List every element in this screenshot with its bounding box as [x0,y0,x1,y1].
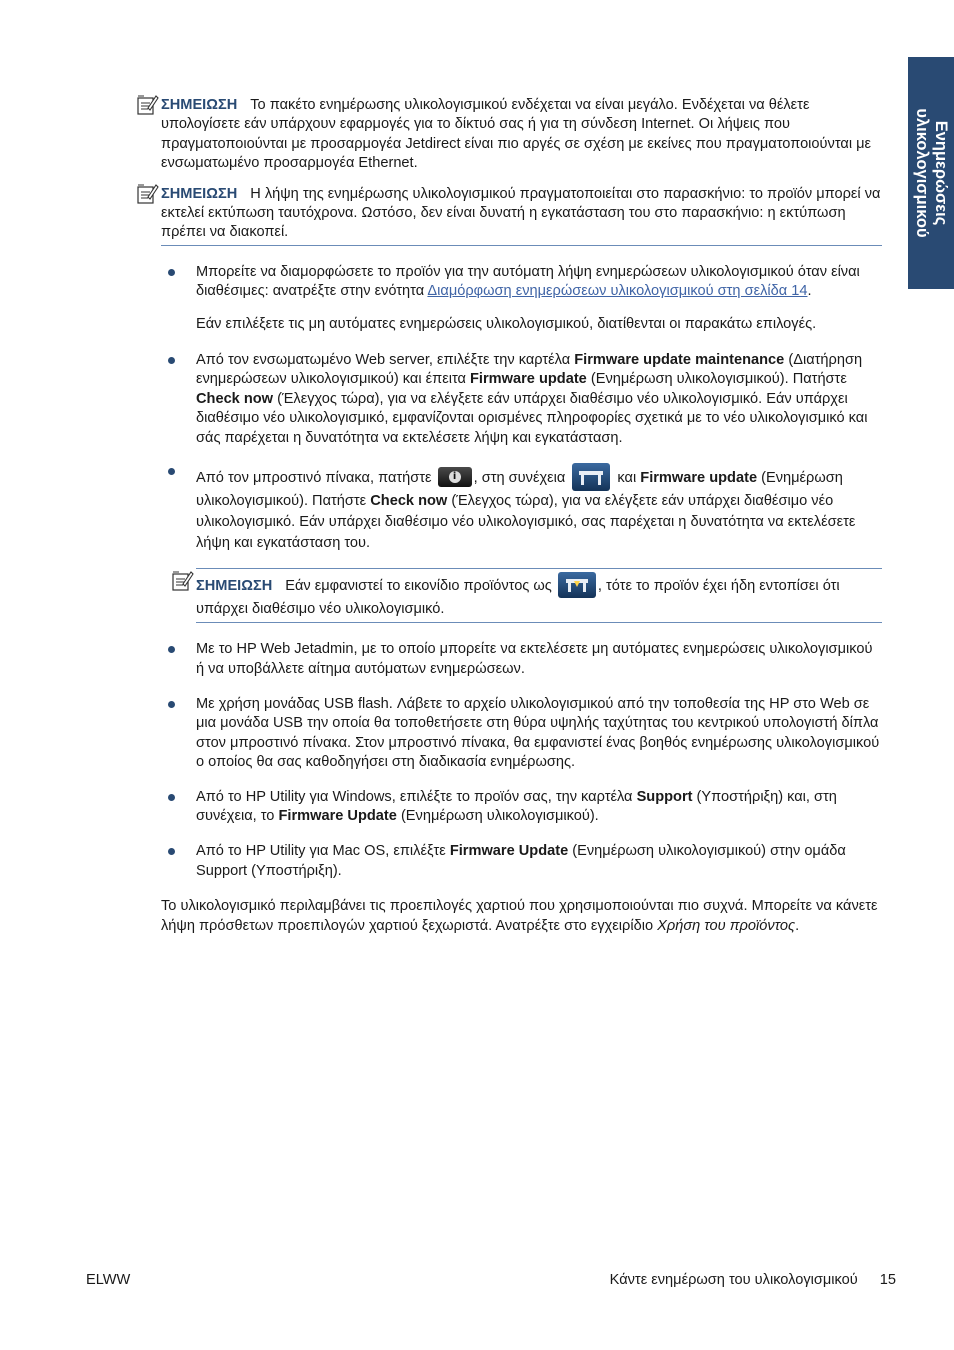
list-item [161,263,882,334]
note-1-text: Το πακέτο ενημέρωσης υλικολογισμικού ενδέχεται να είναι μεγάλο. Ενδέχεται να θέλετε υπολογίσετε εάν υπάρχουν εφαρμογές για το δίκτυό σας ή για τη σύνδεση Internet. Οι λήψεις που πραγματοποιούνται με προσαρμογέα Jetdirect είναι πιο αργές σε σχέση με εκείνες που πραγματοποιούνται με ενσωματωμένο προσαρμογέα Ethernet. [161,97,872,172]
bullet-6-text: Από το HP Utility για Windows, επιλέξτε το προϊόν σας, την καρτέλα [196,788,637,805]
bullet-icon [168,269,175,276]
bullet-3-text: και [613,470,641,487]
bullet-2-text: (Έλεγχος τώρα), για να ελέγξετε εάν υπάρχει διαθέσιμο νέο υλικολογισμικό. Εάν υπάρχει διαθέσιμο νέο υλικολογισμικό, εμφανίζονται ορισμένες πληροφορίες σχετικά με το νέο υλικολογισμικό και σάς παρέχεται η δυνατότητα να εκτελέσετε λήψη και εγκατάσταση. [196,390,868,446]
side-tab [908,57,954,289]
note-icon [170,569,194,593]
footer-left: ELWW [86,1272,131,1288]
closing-text: Το υλικολογισμικό περιλαμβάνει τις προεπιλογές χαρτιού που χρησιμοποιούνται πιο συχνά. Μπορείτε να κάνετε λήψη πρόσθετων προεπιλογών χαρτιού ξεχωριστά. Ανατρέξτε στο εγχειρίδιο [161,898,878,934]
bullet-2-text: (Διατήρηση ενημερώσεων υλικολογισμικού) και έπειτα [196,352,863,388]
bullet-4-text: Με το HP Web Jetadmin, με το οποίο μπορείτε να εκτελέσετε μη αυτόματες ενημερώσεις υλικολογισμικού ή να υποβάλλετε αίτημα αυτόματων ενημερώσεων. [196,641,873,677]
firmware-update-term: Firmware Update [449,843,569,860]
bullet-6-text: (Ενημέρωση υλικολογισμικού). [396,807,599,824]
bullet-1-after-text: Εάν επιλέξετε τις μη αυτόματες ενημερώσεις υλικολογισμικού, διατίθενται οι παρακάτω επιλογές. [196,315,817,332]
side-tab-line-1: Ενημερώσεις [932,120,950,226]
note-label: ΣΗΜΕΙΩΣΗ [161,185,238,202]
footer-right [610,1271,896,1290]
firmware-settings-link[interactable]: Διαμόρφωση ενημερώσεων υλικολογισμικού στη σελίδα 14 [427,283,808,300]
list-item [161,640,882,679]
bullet-6-text: (Υποστήριξη) και, στη συνέχεια, το [196,788,837,824]
bullet-2-text: Από τον ενσωματωμένο Web server, επιλέξτε την καρτέλα [196,352,575,369]
note-3-text: Εάν εμφανιστεί το εικονίδιο προϊόντος ως [285,578,556,595]
side-tab-line-2: υλικολογισμικού [913,108,931,238]
note-icon [135,182,159,206]
bullet-3-text: , στη συνέχεια [473,470,570,487]
bullet-1-text: Μπορείτε να διαμορφώσετε το προϊόν για την αυτόματη λήψη ενημερώσεων υλικολογισμικού όταν είναι διαθέσιμες: ανατρέξτε στην ενότητα [196,263,860,300]
inner-note-wrapper [161,568,882,623]
bullet-1-end: . [807,283,812,300]
bullet-7-text: Από το HP Utility για Mac OS, επιλέξτε [196,843,450,860]
note-3-text: , τότε το προϊόν έχει ήδη εντοπίσει ότι υπάρχει διαθέσιμο νέο υλικολογισμικό. [196,578,840,618]
check-now-term: Check now [196,390,274,407]
list-item [161,351,882,448]
info-glyph: i [449,471,461,483]
firmware-update-term: Firmware update [640,470,758,487]
printer-icon [572,463,610,491]
closing-paragraph [161,897,882,936]
bullet-icon [168,701,175,708]
bullet-icon [168,357,175,364]
bullet-2-text: (Ενημέρωση υλικολογισμικού). Πατήστε [586,371,847,388]
firmware-update-maintenance-term: Firmware update maintenance [574,352,785,369]
list-item [161,788,882,827]
firmware-update-term: Firmware Update [278,807,397,824]
options-list [161,263,882,881]
manual-title: Χρήση του προϊόντος [657,917,796,934]
note-1 [161,96,882,174]
check-now-term: Check now [370,493,448,510]
bullet-3-text: (Ενημέρωση υλικολογισμικού). Πατήστε [196,470,843,510]
list-item [161,842,882,881]
bullet-7-text: (Ενημέρωση υλικολογισμικού) στην ομάδα Support (Υποστήριξη). [196,843,846,879]
bullet-5-text: Με χρήση μονάδας USB flash. Λάβετε το αρχείο υλικολογισμικού από την τοποθεσία της HP στο Web σε μια μονάδα USB την οποία θα τοποθετήσετε στη θύρα υψηλής ταχύτητας του κεντρικού υπολογιστή δίπλα στον μπροστινό πίνακα. Στον μπροστινό πίνακα, θα εμφανιστεί ένας βοηθός ενημέρωσης υλικολογισμικού ο οποίος θα σας καθοδηγήσει στη διαδικασία ενημέρωσης. [196,695,880,771]
bullet-icon [168,468,175,475]
bullet-icon [168,646,175,653]
firmware-update-term: Firmware update [470,371,587,388]
note-label: ΣΗΜΕΙΩΣΗ [161,97,238,113]
note-label: ΣΗΜΕΙΩΣΗ [196,578,273,595]
note-2-text: Η λήψη της ενημέρωσης υλικολογισμικού πραγματοποιείται στο παρασκήνιο: το προϊόν μπορεί να εκτελεί εκτύπωση ταυτόχρονα. Ωστόσο, δεν είναι δυνατή η εγκατάσταση του στο παρασκήνιο: η εκτύπωση πρέπει να διακοπεί. [161,185,881,241]
list-item [161,463,882,554]
support-term: Support [636,788,693,805]
bullet-icon [168,848,175,855]
bullet-3-text: Από τον μπροστινό πίνακα, πατήστε [196,470,436,487]
note-icon [135,93,159,117]
bullet-icon [168,794,175,801]
footer-section-title: Κάντε ενημέρωση του υλικολογισμικού [609,1272,858,1288]
list-item [161,695,882,773]
info-icon [438,467,472,487]
note-3 [196,568,882,623]
note-2 [161,185,882,246]
page-number: 15 [879,1272,896,1288]
update-available-icon [558,572,596,598]
closing-end: . [795,917,800,934]
page-content [161,96,882,936]
side-tab-label [912,57,950,289]
bullet-3-text: (Έλεγχος τώρα), για να ελέγξετε εάν υπάρχει διαθέσιμο νέο υλικολογισμικό. Εάν υπάρχει διαθέσιμο νέο υλικολογισμικό, σας παρέχεται η δυνατότητα να εκτελέσετε λήψη και εγκατάσταση του. [196,493,856,552]
